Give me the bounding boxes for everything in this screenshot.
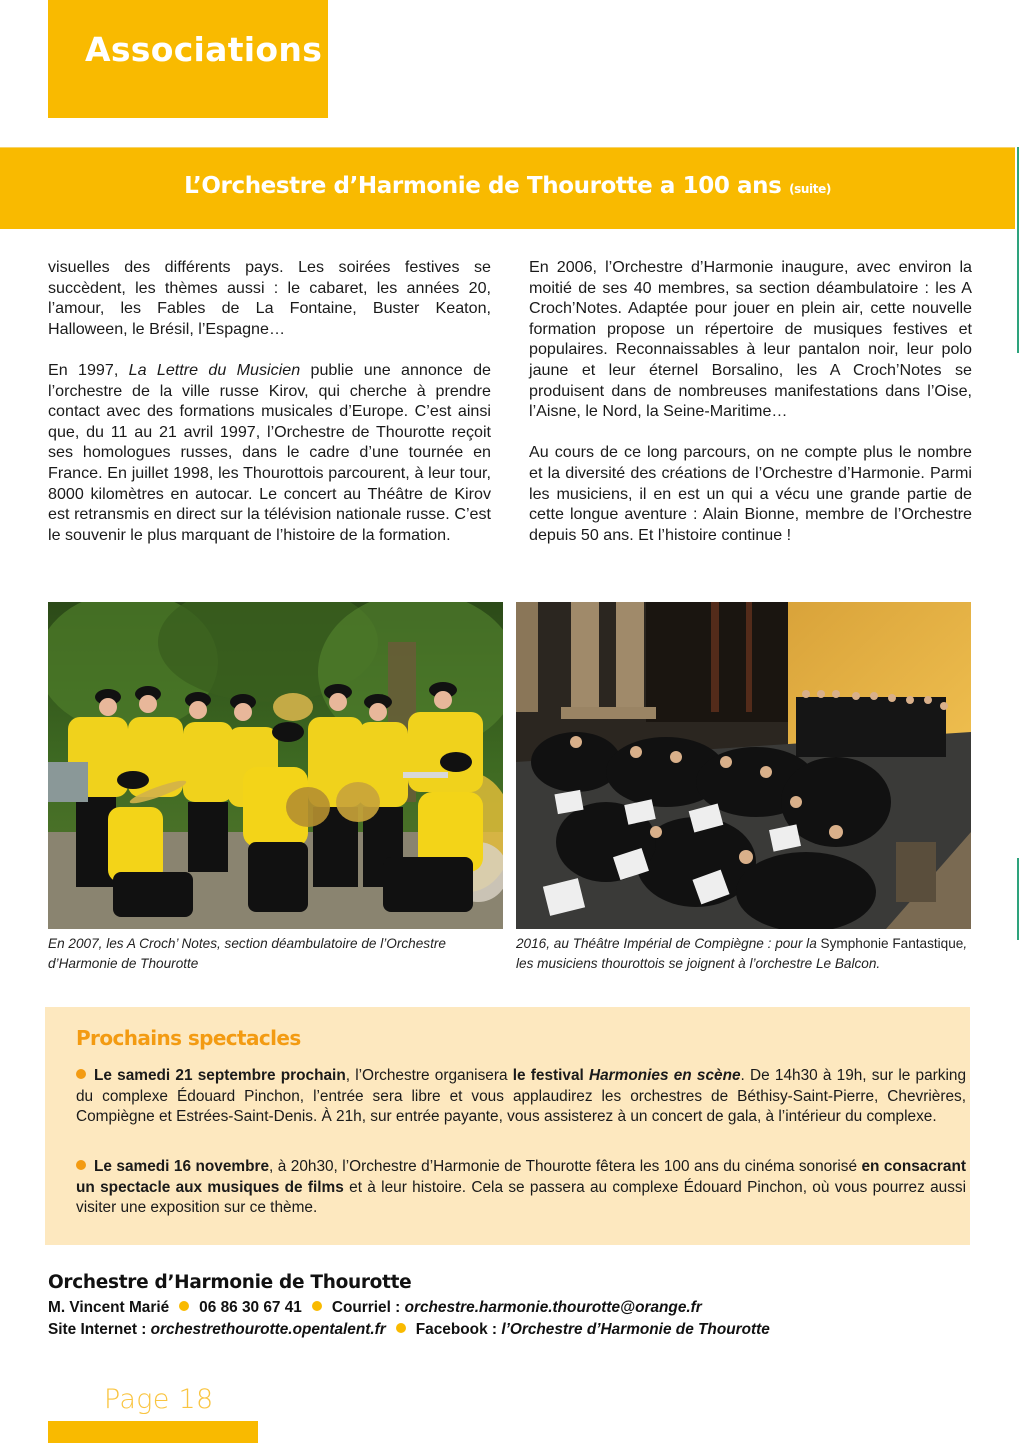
article-title-text: L’Orchestre d’Harmonie de Thourotte a 100 ans — [184, 173, 782, 199]
event-text: , l’Orchestre organisera — [345, 1067, 513, 1084]
page-edge-mark — [1017, 147, 1019, 353]
caption-text: , les musiciens thourottois se joignent à l’orchestre Le Balcon. — [516, 936, 968, 971]
email-label: Courriel : — [331, 1299, 405, 1316]
contact-line — [48, 1321, 770, 1339]
section-tab — [48, 0, 328, 118]
page-footer-bar — [48, 1421, 258, 1443]
upcoming-events-title: Prochains spectacles — [76, 1026, 301, 1050]
paragraph-text: publie une annonce de l’orchestre de la ville russe Kirov, qui cherche à prendre contact avec des formations musicales d’Europe. C’est ainsi que, du 11 au 21 avril 1997, l’Orchestre de Thourotte reçoit ses homologues russes, dans le cadre d’une tournée en France. En juillet 1998, les Thourottois parcourent, à leur tour, 8000 kilomètres en autocar. Le concert au Théâtre de Kirov est retransmis en direct sur la télévision nationale russe. C’est le souvenir le plus marquant de l’histoire de la formation. — [48, 360, 491, 544]
work-title: Symphonie Fantastique — [820, 936, 964, 951]
contact-line — [48, 1299, 702, 1317]
event-date: Le samedi 21 septembre prochain — [94, 1067, 346, 1084]
page-edge-mark — [1017, 858, 1019, 940]
event-item — [76, 1157, 966, 1219]
event-text: et à leur histoire. Cela se passera au complexe Édouard Pinchon, où vous pourrez aussi visiter une exposition sur ce thème. — [76, 1178, 967, 1217]
website-label: Site Internet : — [48, 1321, 151, 1338]
photo-orchestra-stage — [516, 602, 971, 929]
contact-title: Orchestre d’Harmonie de Thourotte — [48, 1272, 412, 1293]
contact-email-link[interactable]: orchestre.harmonie.thourotte@orange.fr — [404, 1299, 702, 1316]
article-right-column — [529, 257, 972, 566]
caption-text: 2016, au Théâtre Impérial de Compiègne : pour la — [516, 936, 821, 951]
festival-name: Harmonies en scène — [589, 1067, 741, 1084]
separator-dot-icon — [179, 1301, 189, 1311]
photo-caption-right — [516, 934, 971, 973]
paragraph: Au cours de ce long parcours, on ne compte plus le nombre et la diversité des créations de l’Orchestre d’Harmonie. Parmi les musiciens, il en est un qui a vécu une grande partie de cette longue aventure : Alain Bionne, membre de l’Orchestre depuis 50 ans. Et l’histoire continue ! — [529, 443, 972, 544]
facebook-link[interactable]: l’Orchestre d’Harmonie de Thourotte — [501, 1321, 770, 1338]
event-highlight: le festival — [512, 1067, 589, 1084]
publication-title: La Lettre du Musicien — [128, 360, 301, 379]
article-left-column — [48, 257, 491, 566]
article-title — [0, 173, 1015, 199]
photo-caption-left: En 2007, les A Croch’ Notes, section déambulatoire de l’Orchestre d’Harmonie de Thourotte — [48, 936, 446, 971]
website-link[interactable]: orchestrethourotte.opentalent.fr — [150, 1321, 386, 1338]
article-title-banner — [0, 147, 1015, 229]
paragraph-text: En 1997, — [48, 360, 129, 379]
event-item — [76, 1066, 966, 1128]
contact-phone[interactable]: 06 86 30 67 41 — [199, 1299, 302, 1316]
article-title-suffix: (suite) — [789, 182, 831, 196]
paragraph: visuelles des différents pays. Les soirées festives se succèdent, les thèmes aussi : le cabaret, les années 20, l’amour, les Fables de La Fontaine, Buster Keaton, Halloween, le Brésil, l’Espagne… — [48, 258, 491, 338]
photo-brass-band — [48, 602, 503, 929]
page-number: Page 18 — [104, 1384, 214, 1415]
event-text: , à 20h30, l’Orchestre d’Harmonie de Thourotte fêtera les 100 ans du cinéma sonorisé — [269, 1158, 862, 1175]
facebook-label: Facebook : — [415, 1321, 502, 1338]
event-text: . De 14h30 à 19h, sur le parking du complexe Édouard Pinchon, l’entrée sera libre et vous applaudirez les orchestres de Béthisy-Saint-Pierre, Chevrières, Compiègne et Estrées-Saint-Denis. À 21h, sur entrée payante, vous assisterez à un concert de gala, à l’intérieur du complexe. — [76, 1067, 967, 1126]
paragraph — [48, 360, 491, 545]
section-label: Associations — [85, 30, 323, 69]
event-date: Le samedi 16 novembre — [94, 1158, 270, 1175]
contact-name: M. Vincent Marié — [48, 1299, 170, 1316]
event-highlight: en consacrant un spectacle aux musiques de films — [76, 1158, 966, 1196]
bullet-dot-icon — [76, 1160, 86, 1170]
separator-dot-icon — [396, 1323, 406, 1333]
separator-dot-icon — [312, 1301, 322, 1311]
bullet-dot-icon — [76, 1069, 86, 1079]
paragraph: En 2006, l’Orchestre d’Harmonie inaugure, avec environ la moitié de ses 40 membres, sa section déambulatoire : les A Croch’Notes. Adaptée pour jouer en plein air, cette nouvelle formation propose un répertoire de musiques festives et populaires. Reconnaissables à leur pantalon noir, leur polo jaune et leur éternel Borsalino, les A Croch’Notes se produisent dans de nombreuses manifestations dans l’Oise, l’Aisne, le Nord, la Seine-Maritime… — [529, 258, 972, 421]
